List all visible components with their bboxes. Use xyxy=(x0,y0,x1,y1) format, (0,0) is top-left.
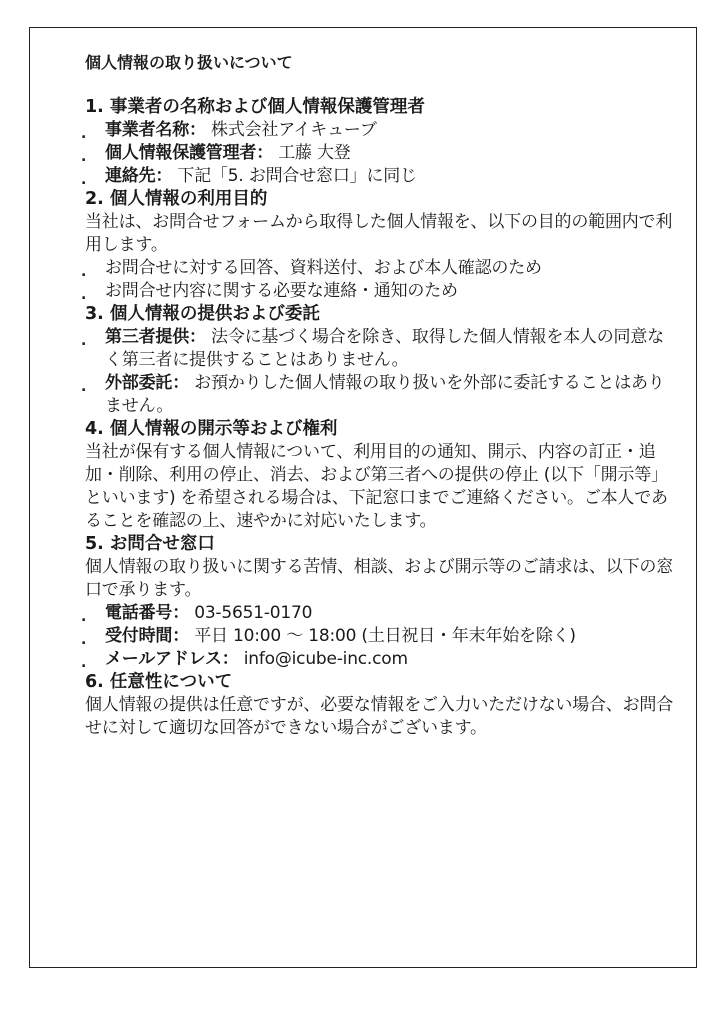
item-text: 03-5651-0170 xyxy=(189,603,313,623)
list-item xyxy=(81,165,675,188)
section-paragraph: 当社は、お問合せフォームから取得した個人情報を、以下の目的の範囲内で利用します。 xyxy=(85,212,673,255)
item-text: 平日 10:00 ～ 18:00 (土日祝日・年末年始を除く) xyxy=(189,626,576,646)
item-label: 第三者提供： xyxy=(105,327,206,347)
list-item xyxy=(81,625,675,648)
item-text: お預かりした個人情報の取り扱いを外部に委託することはありません。 xyxy=(105,373,665,416)
list-item xyxy=(81,326,675,372)
section-heading: 1. 事業者の名称および個人情報保護管理者 xyxy=(85,97,425,117)
section-paragraph: 個人情報の取り扱いに関する苦情、相談、および開示等のご請求は、以下の窓口で承ります。 xyxy=(85,557,673,600)
section-contact xyxy=(81,533,675,671)
section-heading: 4. 個人情報の開示等および権利 xyxy=(85,419,338,439)
bullet-icon: . xyxy=(81,149,87,165)
bullet-icon: . xyxy=(81,172,87,188)
section-heading: 3. 個人情報の提供および委託 xyxy=(85,304,320,324)
section-paragraph: 当社が保有する個人情報について、利用目的の通知、開示、内容の訂正・追加・削除、利用の停止、消去、および第三者への提供の停止 (以下「開示等」といいます) を希望される場合は、下記窓口までご連絡ください。ご本人であることを確認の上、速やかに対応いたします。 xyxy=(85,442,668,531)
list-item xyxy=(81,280,675,303)
email-link: info@icube-inc.com xyxy=(238,649,408,669)
item-label: 事業者名称： xyxy=(105,120,206,140)
list-item xyxy=(81,648,675,671)
item-text: お問合せに対する回答、資料送付、および本人確認のため xyxy=(105,258,542,278)
list-item xyxy=(81,602,675,625)
bullet-icon: . xyxy=(81,264,87,280)
item-text: 株式会社アイキューブ xyxy=(205,120,377,140)
section-heading: 2. 個人情報の利用目的 xyxy=(85,189,268,209)
item-label: 受付時間： xyxy=(105,626,189,646)
bullet-icon: . xyxy=(81,287,87,303)
list-item xyxy=(81,257,675,280)
bullet-icon: . xyxy=(81,609,87,625)
section-heading: 5. お問合せ窓口 xyxy=(85,534,215,554)
privacy-policy xyxy=(81,52,675,740)
list-item xyxy=(81,119,675,142)
item-label: メールアドレス： xyxy=(105,649,239,669)
section-purpose xyxy=(81,188,675,303)
list-item xyxy=(81,372,675,418)
section-business-info xyxy=(81,96,675,188)
page-title: 個人情報の取り扱いについて xyxy=(85,53,293,72)
section-provision xyxy=(81,303,675,418)
item-label: 電話番号： xyxy=(105,603,189,623)
item-label: 個人情報保護管理者： xyxy=(105,143,273,163)
item-text: 法令に基づく場合を除き、取得した個人情報を本人の同意なく第三者に提供することはありません。 xyxy=(105,327,664,370)
bullet-icon: . xyxy=(81,379,87,395)
section-disclosure xyxy=(85,418,675,533)
section-voluntary xyxy=(85,671,675,740)
section-paragraph: 個人情報の提供は任意ですが、必要な情報をご入力いただけない場合、お問合せに対して適切な回答ができない場合がございます。 xyxy=(85,695,673,738)
item-text: 下記「5. お問合せ窓口」に同じ xyxy=(172,166,417,186)
bullet-icon: . xyxy=(81,655,87,671)
bullet-icon: . xyxy=(81,632,87,648)
item-text: お問合せ内容に関する必要な連絡・通知のため xyxy=(105,281,458,301)
item-text: 工藤 大登 xyxy=(273,143,351,163)
list-item xyxy=(81,142,675,165)
bullet-icon: . xyxy=(81,333,87,349)
item-label: 外部委託： xyxy=(105,373,189,393)
bullet-icon: . xyxy=(81,126,87,142)
item-label: 連絡先： xyxy=(105,166,173,186)
section-heading: 6. 任意性について xyxy=(85,672,233,692)
